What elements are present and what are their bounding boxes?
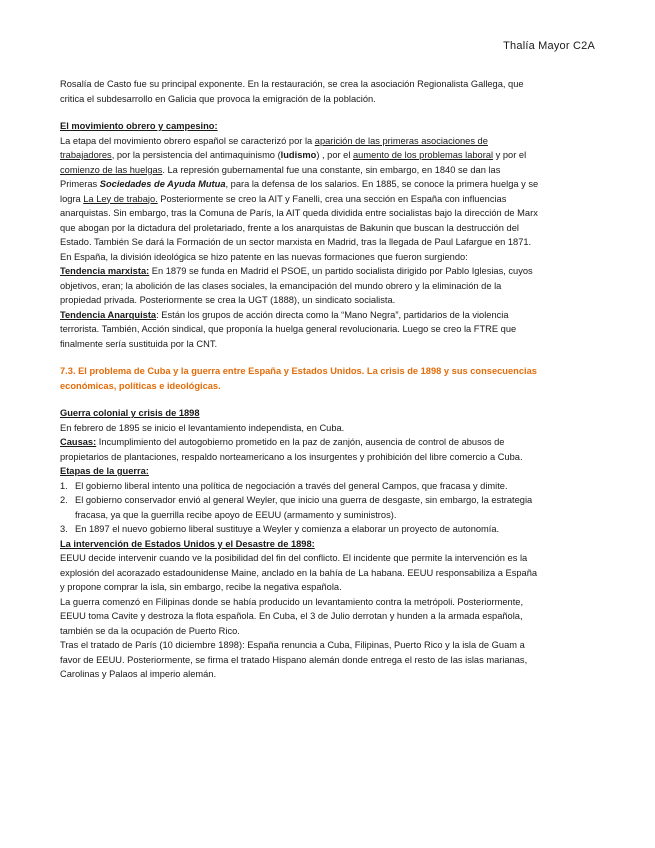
anarchist-tendency-paragraph: Tendencia Anarquista: Están los grupos de acción directa como la “Mano Negra”, partidarios de la violencia terrorista. También, Acción sindical, que proponía la huelga general revolucionaria. Luego se creo la FTRE que finalmente sería sustituida por la CNT. [60,309,517,349]
section-title: 7.3. El problema de Cuba y la guerra entre España y Estados Unidos. La crisis de 1898 y sus consecuencias económicas, políticas e ideológicas. [60,366,537,391]
etapas-list [60,479,540,537]
section-heading-guerra: Guerra colonial y crisis de 1898 [60,408,200,418]
document-body [60,77,540,682]
list-item: 1. El gobierno liberal intento una política de negociación a través del general Campos, que fracasa y dimite. [60,480,508,491]
list-item: 3. En 1897 el nuevo gobierno liberal sustituye a Weyler y comienza a elaborar un proyecto de autonomía. [60,524,500,534]
section-heading-obrero: El movimiento obrero y campesino: [60,121,218,131]
marxist-tendency-label: Tendencia marxista: [60,266,150,276]
guerra-intro: En febrero de 1895 se inicio el levantamiento independista, en Cuba. [60,422,345,433]
etapas-heading: Etapas de la guerra: [60,466,149,476]
intervencion-paragraph-1: EEUU decide intervenir cuando ve la posibilidad del fin del conflicto. El incidente que permite la intervención es la explosión del acorazado estadounidense Maine, anclado en la bahía de La habana. EEUU responsabiliza a España y propone comprar la isla, sin embargo, recibe la negativa española. [60,553,538,592]
causas-label: Causas: [60,437,97,447]
anarchist-tendency-label: Tendencia Anarquista [60,309,157,320]
intervencion-heading: La intervención de Estados Unidos y el Desastre de 1898: [60,538,315,549]
marxist-tendency-paragraph: Tendencia marxista: En 1879 se funda en Madrid el PSOE, un partido socialista dirigido por Pablo Iglesias, cuyos objetivos, eran; la abolición de las clases sociales, la emancipación del mundo obrero y la eliminación de la propiedad privada. Posteriormente se crea la UGT (1888), un sindicato socialista. [60,266,533,305]
obrero-paragraph: La etapa del movimiento obrero español se caracterizó por la aparición de las primeras asociaciones de trabajadores, por la persistencia del antimaquinismo (ludismo) , por el aumento de los problemas laboral y por el comienzo de las huelgas. La represión gubernamental fue una constante, sin embargo, en 1840 se dan las Primeras Sociedades de Ayuda Mutua, para la defensa de los salarios. En 1885, se conoce la primera huelga y se logra La Ley de trabajo. Posteriormente se creo la AIT y Fanelli, crea una sección en España con influencias anarquistas. Sin embargo, tras la Comuna de París, la AIT queda dividida entre socialistas bajo la dirección de Marx que abogan por la dictadura del proletariado, frente a los anarquistas de Bakunin que buscan la destrucción del Estado. También Se dará la Formación de un sector marxista en Madrid, tras la llegada de Paul Lafargue en 1871. En España, la división ideológica se hizo patente en las nuevas formaciones que fueron surgiendo: [60,135,539,262]
intervencion-paragraph-2: La guerra comenzó en Filipinas donde se había producido un levantamiento contra la metrópoli. Posteriormente, EEUU toma Cavite y destroza la flota española. En Cuba, el 3 de Julio derrotan y hunden a la armada española, también se da la ocupación de Puerto Rico. [60,596,524,636]
intervencion-paragraph-3: Tras el tratado de París (10 diciembre 1898): España renuncia a Cuba, Filipinas, Puerto Rico y la isla de Guam a favor de EEUU. Posteriormente, se firma el tratado Hispano alemán donde entrega el resto de las islas marianas, Carolinas y Palaos al imperio alemán. [60,640,528,679]
intro-paragraph: Rosalía de Casto fue su principal exponente. En la restauración, se crea la asociación Regionalista Gallega, que critica el subdesarrollo en Galicia que provoca la emigración de la población. [60,79,524,104]
author-header: Thalía Mayor C2A [503,40,595,52]
causas-paragraph: Causas: Incumplimiento del autogobierno prometido en la paz de zanjón, ausencia de control de abusos de propietarios de plantaciones, respaldo norteamericano a los insurgentes y prohibición del libre comercio a Cuba. [60,437,523,462]
list-item: 2. El gobierno conservador envió al general Weyler, que inicio una guerra de desgaste, sin embargo, la estrategia fracasa, ya que la guerrilla recibe apoyo de EEUU (armamento y suministros). [60,495,533,520]
